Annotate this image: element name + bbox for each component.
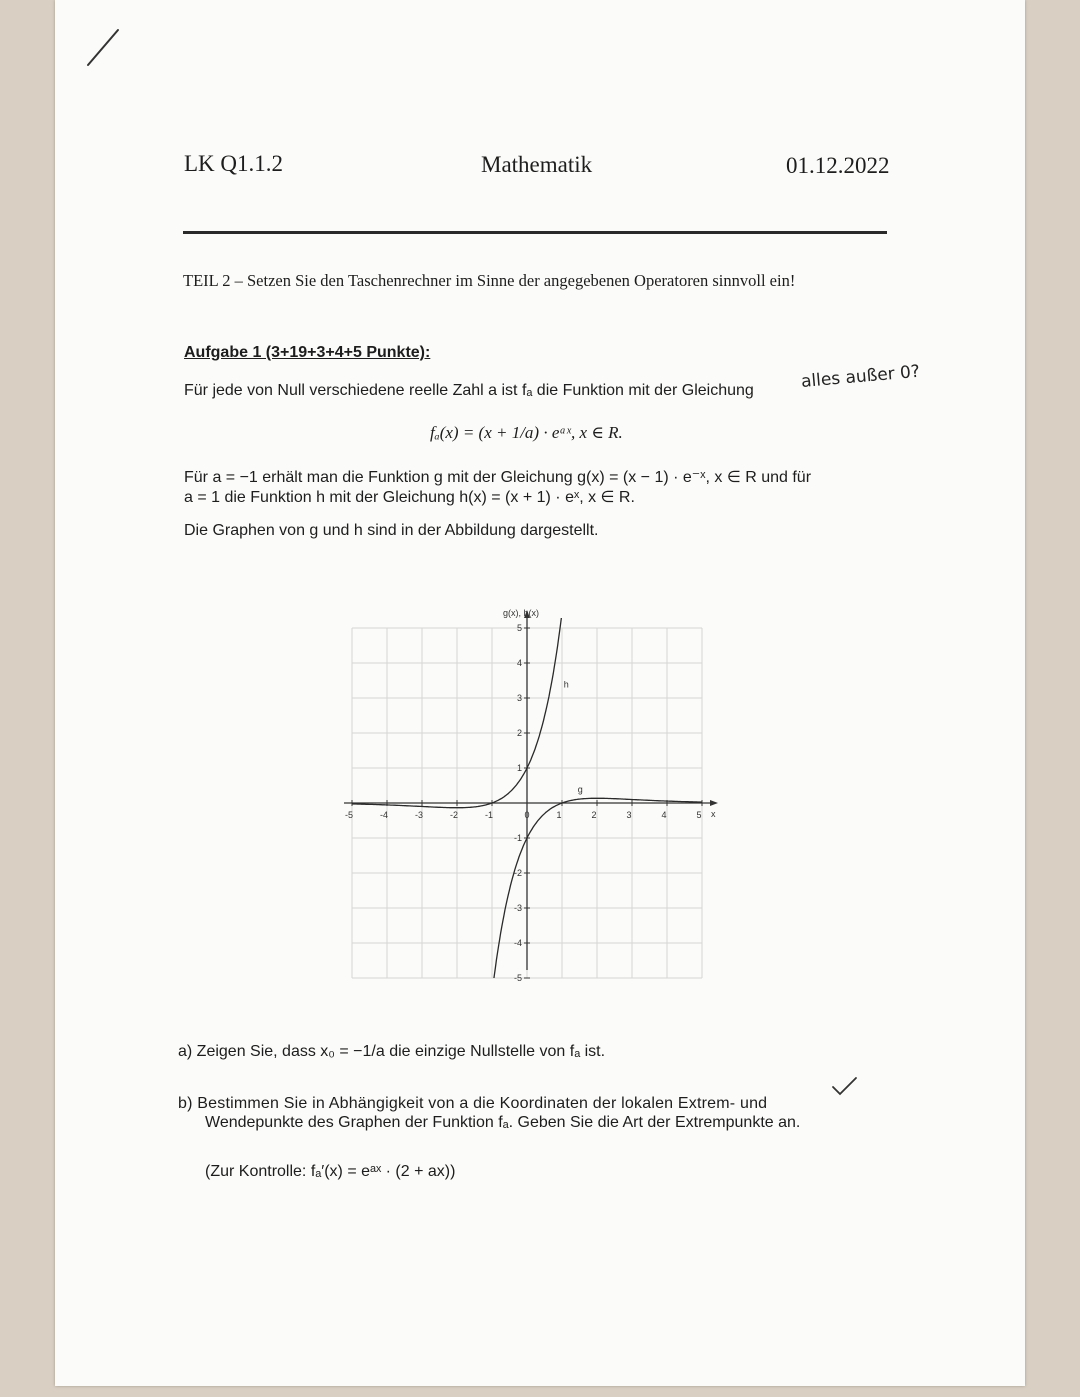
x-tick-label: -5 — [344, 810, 354, 820]
x-tick-label: 2 — [591, 810, 597, 820]
function-graph — [340, 590, 740, 990]
task-line-h: a = 1 die Funktion h mit der Gleichung h(x) = (x + 1) · eˣ, x ∈ R. — [184, 489, 635, 506]
x-axis-label: x — [711, 809, 716, 819]
y-tick-label: 4 — [516, 658, 522, 668]
y-tick-label: 5 — [516, 623, 522, 633]
question-b-line1: b) Bestimmen Sie in Abhängigkeit von a die Koordinaten der lokalen Extrem- und — [178, 1095, 768, 1112]
x-tick-label: -4 — [379, 810, 389, 820]
handwritten-note: alles außer 0? — [800, 361, 921, 392]
handwritten-slash — [80, 20, 130, 70]
task-title: Aufgabe 1 (3+19+3+4+5 Punkte): — [184, 344, 431, 361]
handwritten-check — [830, 1075, 860, 1097]
question-a: a) Zeigen Sie, dass x₀ = −1/a die einzige Nullstelle von fₐ ist. — [178, 1043, 606, 1060]
x-tick-label: 1 — [556, 810, 562, 820]
curve-g — [484, 798, 702, 990]
y-tick-label: -4 — [513, 938, 522, 948]
y-tick-label: 2 — [516, 728, 522, 738]
curve-label-g: g — [577, 784, 583, 795]
header-course: LK Q1.1.2 — [184, 151, 284, 176]
x-tick-label: -2 — [449, 810, 459, 820]
header-date: 01.12.2022 — [786, 153, 890, 178]
x-tick-label: 4 — [661, 810, 667, 820]
y-axis-label: g(x), h(x) — [503, 608, 539, 618]
y-tick-label: -1 — [513, 833, 522, 843]
task-line-graphs: Die Graphen von g und h sind in der Abbildung dargestellt. — [184, 522, 599, 539]
question-b-line2: Wendepunkte des Graphen der Funktion fₐ. Geben Sie die Art der Extrempunkte an. — [205, 1114, 801, 1131]
task-intro: Für jede von Null verschiedene reelle Zahl a ist fₐ die Funktion mit der Gleichung — [184, 382, 754, 399]
x-tick-label: 5 — [696, 810, 702, 820]
function-formula: fₐ(x) = (x + 1/a) · eᵃˣ, x ∈ R. — [430, 423, 623, 442]
part-instruction: TEIL 2 – Setzen Sie den Taschenrechner im Sinne der angegebenen Operatoren sinnvoll ein! — [183, 271, 796, 290]
task-line-g: Für a = −1 erhält man die Funktion g mit der Gleichung g(x) = (x − 1) · e⁻ˣ, x ∈ R und für — [184, 469, 812, 486]
y-tick-label: 1 — [516, 763, 522, 773]
header-subject: Mathematik — [481, 152, 593, 177]
x-tick-label: 3 — [626, 810, 632, 820]
question-control: (Zur Kontrolle: fₐ′(x) = eᵃˣ · (2 + ax)) — [205, 1163, 456, 1180]
curve-h — [352, 593, 567, 808]
x-axis-arrow — [710, 800, 718, 806]
y-tick-label: -3 — [513, 903, 522, 913]
x-tick-label: 0 — [524, 810, 530, 820]
header-rule — [183, 231, 887, 234]
curve-label-h: h — [563, 679, 569, 690]
x-tick-label: -1 — [484, 810, 494, 820]
y-tick-label: -2 — [513, 868, 522, 878]
y-tick-label: 3 — [516, 693, 522, 703]
y-tick-label: -5 — [513, 973, 522, 983]
x-tick-label: -3 — [414, 810, 424, 820]
